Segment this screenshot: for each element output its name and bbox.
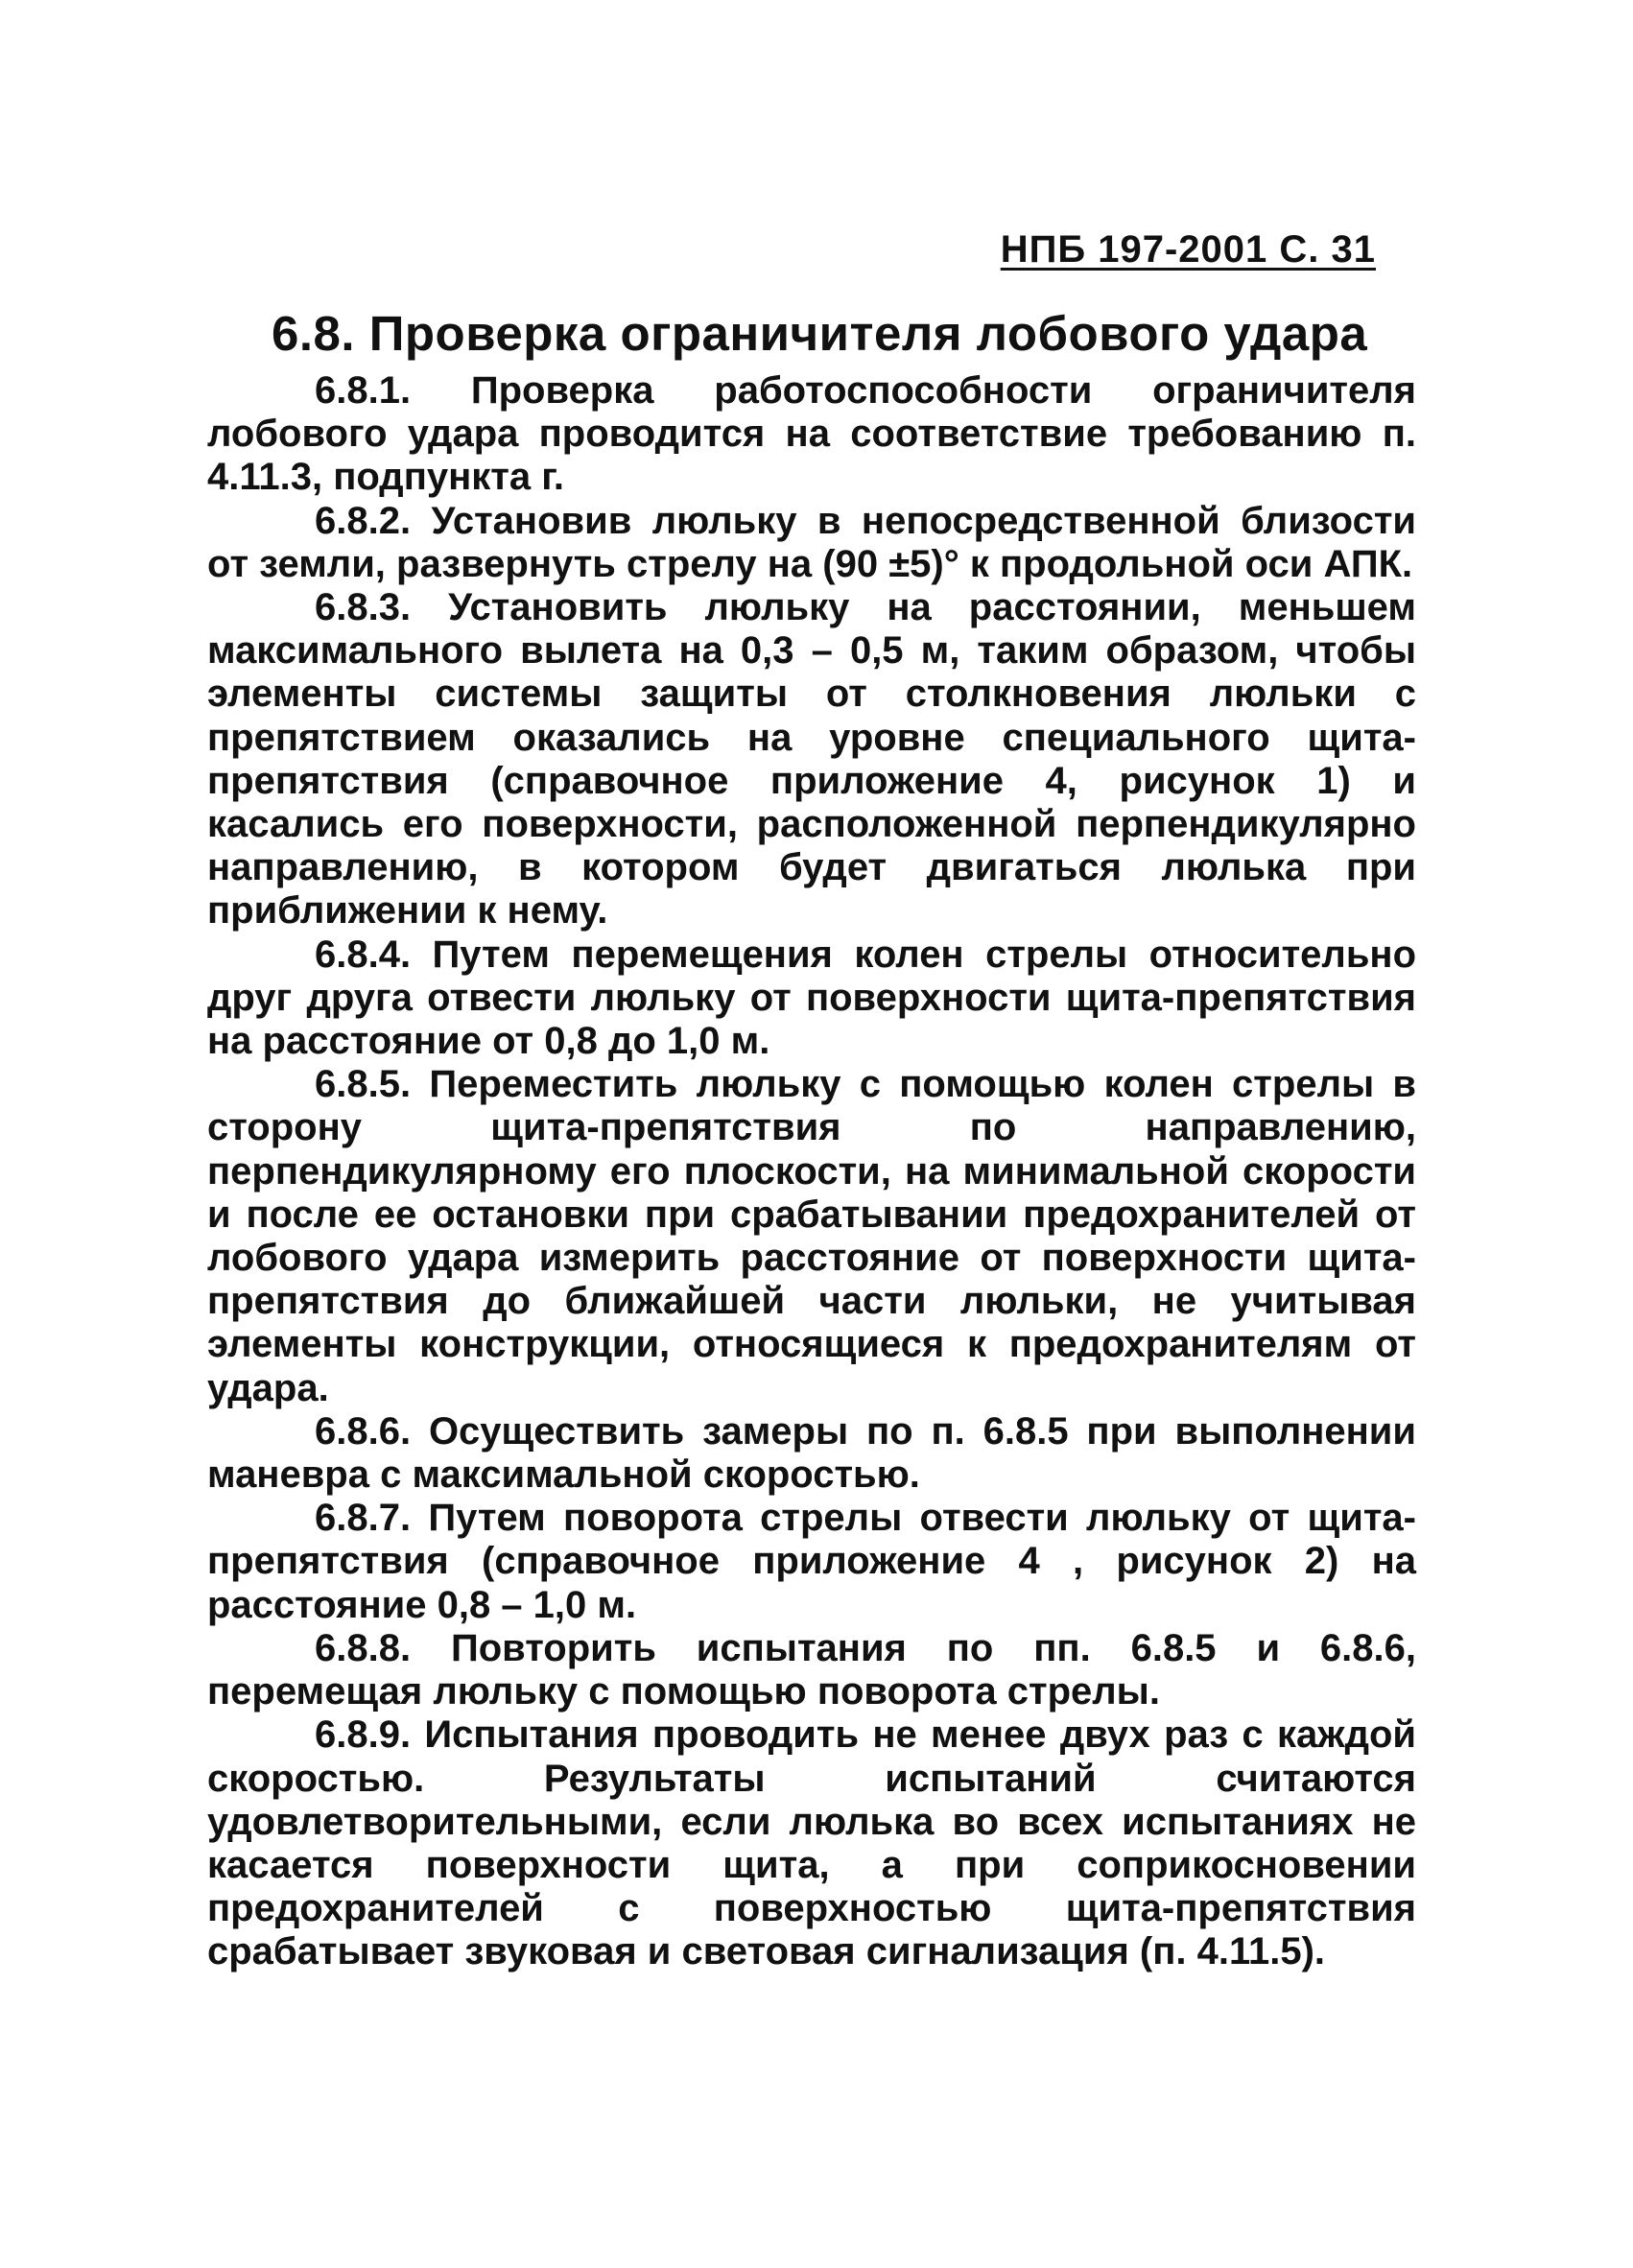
section-title: 6.8. Проверка ограничителя лобового удара xyxy=(272,306,1368,361)
paragraph-6-8-8: 6.8.8. Повторить испытания по пп. 6.8.5 и 6.8.6, перемещая люльку с помощью поворота стрелы. xyxy=(207,1626,1416,1713)
paragraph-6-8-9: 6.8.9. Испытания проводить не менее двух раз с каждой скоростью. Результаты испытаний считаются удовлетворительными, если люлька во всех испытаниях не касается поверхности щита, а при соприкосновении предохранителей с поверхностью щита-препятствия срабатывает звуковая и световая сигнализация (п. 4.11.5). xyxy=(207,1713,1416,1973)
section-body xyxy=(207,369,1416,1974)
paragraph-6-8-3: 6.8.3. Установить люльку на расстоянии, меньшем максимального вылета на 0,3 – 0,5 м, таким образом, чтобы элементы системы защиты от столкновения люльки с препятствием оказались на уровне специального щита-препятствия (справочное приложение 4, рисунок 1) и касались его поверхности, расположенной перпендикулярно направлению, в котором будет двигаться люлька при приближении к нему. xyxy=(207,586,1416,933)
paragraph-6-8-4: 6.8.4. Путем перемещения колен стрелы относительно друг друга отвести люльку от поверхности щита-препятствия на расстояние от 0,8 до 1,0 м. xyxy=(207,933,1416,1063)
paragraph-6-8-5: 6.8.5. Переместить люльку с помощью колен стрелы в сторону щита-препятствия по направлению, перпендикулярному его плоскости, на минимальной скорости и после ее остановки при срабатывании предохранителей от лобового удара измерить расстояние от поверхности щита-препятствия до ближайшей части люльки, не учитывая элементы конструкции, относящиеся к предохранителям от удара. xyxy=(207,1063,1416,1409)
paragraph-6-8-2: 6.8.2. Установив люльку в непосредственной близости от земли, развернуть стрелу на (90 ±5)° к продольной оси АПК. xyxy=(207,499,1416,585)
paragraph-6-8-7: 6.8.7. Путем поворота стрелы отвести люльку от щита-препятствия (справочное приложение 4 , рисунок 2) на расстояние 0,8 – 1,0 м. xyxy=(207,1497,1416,1626)
paragraph-6-8-1: 6.8.1. Проверка работоспособности ограничителя лобового удара проводится на соответствие требованию п. 4.11.3, подпункта г. xyxy=(207,369,1416,499)
running-head: НПБ 197-2001 С. 31 xyxy=(1000,228,1376,271)
paragraph-6-8-6: 6.8.6. Осуществить замеры по п. 6.8.5 при выполнении маневра с максимальной скоростью. xyxy=(207,1409,1416,1497)
